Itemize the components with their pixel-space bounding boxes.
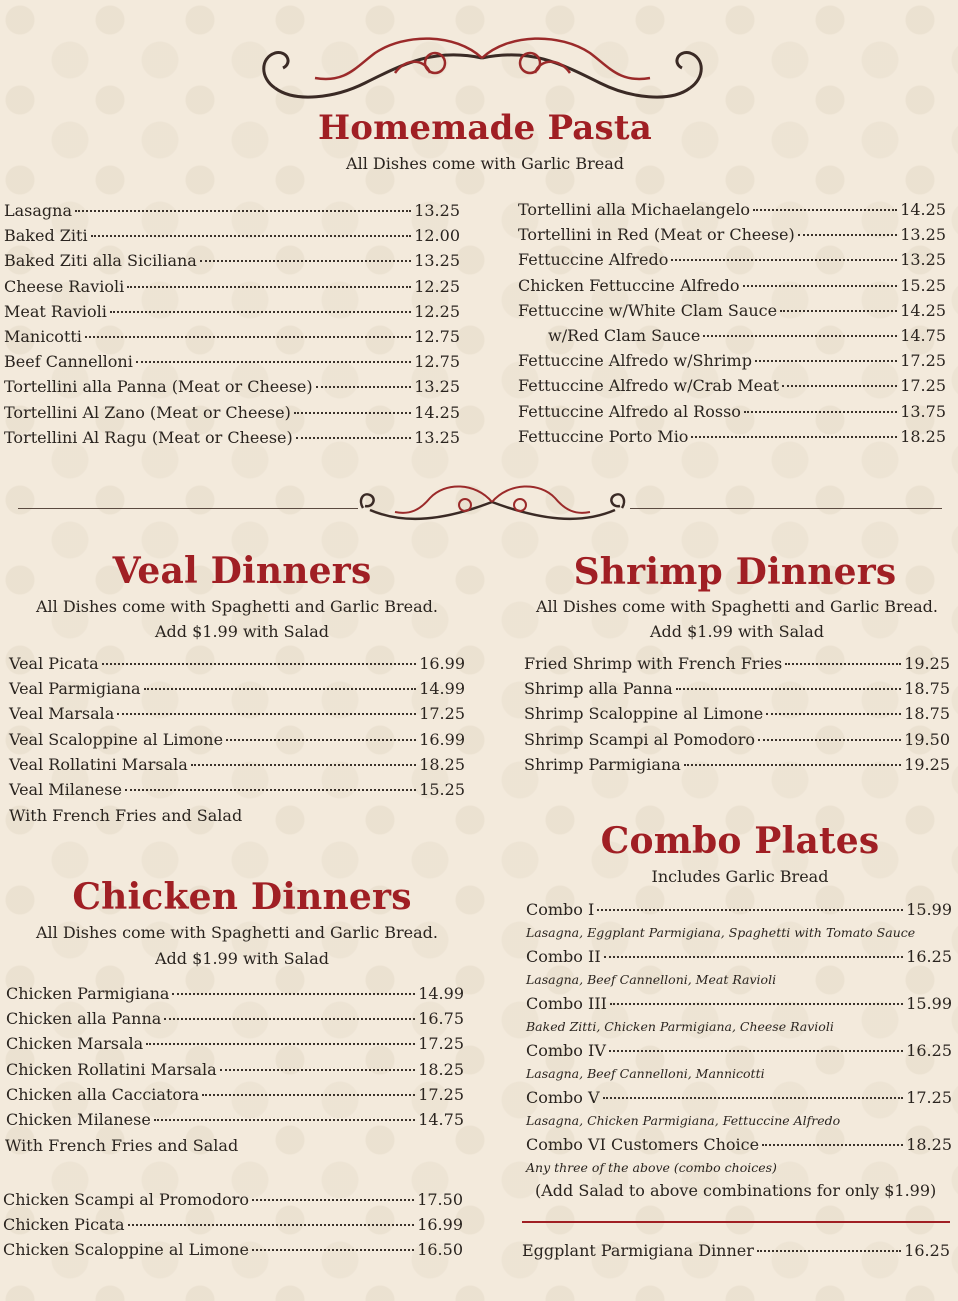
menu-item-price: 16.50 bbox=[417, 1240, 463, 1260]
menu-item-name: Veal Scaloppine al Limone bbox=[9, 729, 224, 749]
menu-item bbox=[6, 1057, 464, 1082]
leader-dots bbox=[117, 713, 416, 715]
menu-item-name: Fettuccine Alfredo w/Crab Meat bbox=[518, 376, 780, 396]
menu-item-name: Meat Ravioli bbox=[4, 301, 107, 321]
leader-dots bbox=[294, 412, 411, 414]
combo-salad-note: (Add Salad to above combinations for only $1.99) bbox=[535, 1181, 937, 1200]
veal-salad-note: Add $1.99 with Salad bbox=[154, 622, 330, 641]
menu-item bbox=[3, 1187, 463, 1212]
menu-item-name: Chicken Scampi al Promodoro bbox=[3, 1190, 250, 1209]
menu-item bbox=[6, 1031, 464, 1056]
chicken-title: Chicken Dinners bbox=[72, 876, 412, 918]
menu-item-name: Fettuccine Alfredo bbox=[518, 250, 669, 270]
leader-dots bbox=[785, 663, 901, 665]
combo-item-name: Combo VI Customers Choice bbox=[526, 1135, 760, 1154]
leader-dots bbox=[691, 436, 897, 438]
combo-item-price: 16.25 bbox=[906, 1041, 952, 1060]
leader-dots bbox=[110, 311, 411, 313]
menu-item bbox=[6, 1082, 464, 1107]
combo-title: Combo Plates bbox=[600, 820, 880, 862]
leader-dots bbox=[191, 764, 416, 766]
menu-item-name: Shrimp alla Panna bbox=[524, 679, 673, 699]
menu-item-price: 12.25 bbox=[414, 276, 460, 296]
leader-dots bbox=[798, 234, 897, 236]
combo-list bbox=[526, 897, 952, 1179]
menu-item-price: 19.25 bbox=[904, 754, 950, 774]
menu-item-name: Tortellini Al Zano (Meat or Cheese) bbox=[4, 402, 291, 422]
menu-item-price: 14.25 bbox=[414, 402, 460, 422]
menu-item bbox=[4, 248, 460, 273]
leader-dots bbox=[316, 386, 412, 388]
chicken-list-extra bbox=[3, 1187, 463, 1263]
menu-item-price: 17.25 bbox=[900, 376, 946, 396]
leader-dots bbox=[128, 1224, 415, 1226]
combo-item bbox=[526, 944, 952, 969]
eggplant-list bbox=[522, 1238, 950, 1263]
leader-dots bbox=[703, 335, 897, 337]
combo-item bbox=[526, 1085, 952, 1110]
menu-item-price: 15.25 bbox=[419, 779, 465, 799]
menu-item bbox=[518, 373, 946, 398]
menu-item-price: 18.25 bbox=[900, 426, 946, 446]
menu-item-name: Chicken Parmigiana bbox=[6, 984, 170, 1003]
menu-item bbox=[9, 701, 465, 726]
leader-dots bbox=[91, 235, 412, 237]
leader-dots bbox=[743, 285, 898, 287]
menu-item-name: Shrimp Scampi al Pomodoro bbox=[524, 729, 756, 749]
menu-item bbox=[518, 273, 946, 298]
combo-item bbox=[526, 1038, 952, 1063]
veal-fries-note: With French Fries and Salad bbox=[9, 806, 243, 825]
shrimp-title: Shrimp Dinners bbox=[573, 551, 897, 593]
menu-item-name: Tortellini alla Panna (Meat or Cheese) bbox=[4, 377, 313, 397]
menu-item-price: 13.25 bbox=[900, 250, 946, 270]
menu-item-name: Veal Picata bbox=[9, 654, 99, 673]
menu-item bbox=[518, 399, 946, 424]
menu-item-name: Shrimp Parmigiana bbox=[524, 754, 681, 774]
chicken-list bbox=[6, 981, 464, 1132]
combo-item bbox=[526, 897, 952, 922]
menu-item-name: Chicken alla Cacciatora bbox=[6, 1084, 200, 1104]
combo-item-name: Combo IV bbox=[526, 1041, 606, 1060]
menu-item bbox=[9, 651, 465, 676]
combo-item-name: Combo I bbox=[526, 900, 595, 919]
combo-item-description: Lasagna, Chicken Parmigiana, Fettuccine Alfredo bbox=[526, 1113, 841, 1128]
leader-dots bbox=[85, 336, 411, 338]
menu-item-price: 19.50 bbox=[904, 729, 950, 749]
menu-item bbox=[3, 1212, 463, 1237]
menu-item bbox=[9, 676, 465, 701]
menu-item bbox=[4, 374, 460, 399]
menu-item bbox=[518, 424, 946, 449]
combo-item bbox=[526, 1132, 952, 1157]
menu-item-price: 14.99 bbox=[418, 984, 464, 1003]
menu-item-price: 13.25 bbox=[414, 201, 460, 220]
combo-item-price: 18.25 bbox=[906, 1135, 952, 1154]
section-divider-left bbox=[18, 508, 358, 509]
menu-item-price: 13.25 bbox=[414, 251, 460, 271]
leader-dots bbox=[609, 1050, 903, 1052]
leader-dots bbox=[164, 1018, 415, 1020]
menu-item-name: Chicken Scaloppine al Limone bbox=[3, 1240, 249, 1260]
leader-dots bbox=[684, 764, 901, 766]
leader-dots bbox=[676, 688, 902, 690]
mid-scroll-ornament-icon bbox=[355, 480, 630, 528]
menu-item bbox=[518, 197, 946, 222]
chicken-salad-note: Add $1.99 with Salad bbox=[154, 949, 330, 968]
leader-dots bbox=[597, 909, 903, 911]
menu-item bbox=[4, 324, 460, 349]
menu-item-price: 19.25 bbox=[904, 654, 950, 673]
menu-item-name: Tortellini in Red (Meat or Cheese) bbox=[518, 225, 795, 245]
menu-item bbox=[524, 676, 950, 701]
pasta-subtitle: All Dishes come with Garlic Bread bbox=[346, 154, 624, 173]
menu-item-name: Veal Milanese bbox=[9, 779, 122, 799]
menu-item-price: 14.25 bbox=[900, 300, 946, 320]
leader-dots bbox=[125, 789, 416, 791]
menu-item bbox=[522, 1238, 950, 1263]
leader-dots bbox=[127, 286, 411, 288]
menu-item-price: 16.75 bbox=[418, 1009, 464, 1029]
menu-item bbox=[4, 198, 460, 223]
menu-item-name: Baked Ziti alla Siciliana bbox=[4, 251, 197, 271]
combo-item-price: 15.99 bbox=[906, 900, 952, 919]
menu-item bbox=[6, 1006, 464, 1031]
menu-item bbox=[4, 274, 460, 299]
menu-item-name: Tortellini Al Ragu (Meat or Cheese) bbox=[4, 427, 293, 447]
section-divider-right bbox=[630, 508, 942, 509]
menu-item bbox=[9, 777, 465, 802]
menu-item-name: Beef Cannelloni bbox=[4, 352, 133, 372]
leader-dots bbox=[757, 1250, 901, 1252]
menu-item bbox=[9, 727, 465, 752]
leader-dots bbox=[226, 739, 416, 741]
menu-item-price: 16.99 bbox=[417, 1215, 463, 1235]
leader-dots bbox=[780, 310, 897, 312]
menu-item-price: 17.25 bbox=[418, 1034, 464, 1054]
leader-dots bbox=[200, 260, 411, 262]
chicken-subtitle: All Dishes come with Spaghetti and Garlic Bread. bbox=[35, 923, 439, 942]
leader-dots bbox=[252, 1199, 414, 1201]
menu-item-price: 17.25 bbox=[418, 1084, 464, 1104]
menu-item bbox=[518, 247, 946, 272]
menu-item-price: 13.25 bbox=[900, 225, 946, 245]
shrimp-subtitle: All Dishes come with Spaghetti and Garlic Bread. bbox=[535, 597, 939, 616]
menu-item-name: Shrimp Scaloppine al Limone bbox=[524, 704, 764, 724]
combo-item-description: Any three of the above (combo choices) bbox=[526, 1160, 777, 1175]
combo-item-description: Lasagna, Eggplant Parmigiana, Spaghetti with Tomato Sauce bbox=[526, 925, 916, 940]
menu-item-name: Chicken Marsala bbox=[6, 1034, 144, 1054]
menu-item-name: Tortellini alla Michaelangelo bbox=[518, 200, 751, 219]
menu-item bbox=[4, 223, 460, 248]
leader-dots bbox=[172, 993, 415, 995]
menu-item bbox=[3, 1237, 463, 1262]
chicken-fries-note: With French Fries and Salad bbox=[5, 1136, 239, 1155]
combo-item-price: 17.25 bbox=[906, 1088, 952, 1107]
pasta-title: Homemade Pasta bbox=[317, 108, 653, 148]
menu-item-price: 18.25 bbox=[418, 1059, 464, 1079]
leader-dots bbox=[220, 1069, 416, 1071]
combo-item-description: Lasagna, Beef Cannelloni, Meat Ravioli bbox=[526, 972, 777, 987]
menu-item-price: 16.25 bbox=[904, 1241, 950, 1260]
menu-item bbox=[518, 348, 946, 373]
menu-item-price: 18.75 bbox=[904, 704, 950, 724]
menu-item-price: 14.75 bbox=[900, 325, 946, 345]
leader-dots bbox=[144, 688, 417, 690]
leader-dots bbox=[610, 1003, 903, 1005]
menu-item bbox=[518, 323, 946, 348]
pasta-list-right bbox=[518, 197, 946, 449]
menu-item-name: Veal Parmigiana bbox=[9, 679, 141, 699]
menu-item bbox=[524, 727, 950, 752]
menu-item bbox=[9, 752, 465, 777]
menu-item-name: Veal Rollatini Marsala bbox=[9, 754, 188, 774]
leader-dots bbox=[755, 360, 897, 362]
leader-dots bbox=[136, 361, 411, 363]
combo-item-price: 15.99 bbox=[906, 994, 952, 1013]
leader-dots bbox=[782, 385, 897, 387]
menu-item bbox=[524, 752, 950, 777]
combo-item-price: 16.25 bbox=[906, 947, 952, 966]
menu-item-name: Chicken Rollatini Marsala bbox=[6, 1059, 217, 1079]
menu-item bbox=[6, 981, 464, 1006]
menu-item-price: 12.00 bbox=[414, 226, 460, 246]
menu-item-price: 14.75 bbox=[418, 1109, 464, 1129]
combo-item-name: Combo III bbox=[526, 994, 607, 1013]
menu-item bbox=[524, 701, 950, 726]
combo-item-name: Combo V bbox=[526, 1088, 600, 1107]
menu-item-price: 13.25 bbox=[414, 427, 460, 447]
combo-item-name: Combo II bbox=[526, 947, 601, 966]
leader-dots bbox=[758, 739, 901, 741]
top-scroll-ornament-icon bbox=[255, 28, 710, 103]
menu-item bbox=[518, 222, 946, 247]
menu-item-price: 12.75 bbox=[414, 352, 460, 372]
menu-item-price: 17.25 bbox=[900, 351, 946, 371]
pasta-list-left bbox=[4, 198, 460, 450]
menu-item-price: 14.99 bbox=[419, 679, 465, 699]
menu-item-name: Fettuccine Porto Mio bbox=[518, 426, 689, 446]
menu-item bbox=[4, 299, 460, 324]
menu-item-name: Chicken Picata bbox=[3, 1215, 125, 1235]
veal-title: Veal Dinners bbox=[112, 550, 372, 592]
menu-item bbox=[4, 425, 460, 450]
menu-item-name: w/Red Clam Sauce bbox=[548, 325, 701, 345]
combo-bottom-rule bbox=[522, 1221, 950, 1223]
leader-dots bbox=[762, 1144, 903, 1146]
leader-dots bbox=[102, 663, 417, 665]
menu-item-name: Chicken alla Panna bbox=[6, 1009, 162, 1029]
leader-dots bbox=[744, 411, 897, 413]
leader-dots bbox=[603, 1097, 904, 1099]
menu-item-price: 13.25 bbox=[414, 377, 460, 397]
leader-dots bbox=[753, 209, 897, 211]
leader-dots bbox=[296, 437, 411, 439]
menu-item bbox=[518, 298, 946, 323]
combo-item-description: Lasagna, Beef Cannelloni, Mannicotti bbox=[526, 1066, 765, 1081]
menu-item-name: Eggplant Parmigiana Dinner bbox=[522, 1241, 754, 1260]
leader-dots bbox=[766, 713, 901, 715]
leader-dots bbox=[146, 1043, 415, 1045]
leader-dots bbox=[202, 1094, 415, 1096]
menu-item-name: Cheese Ravioli bbox=[4, 276, 125, 296]
leader-dots bbox=[671, 259, 897, 261]
menu-item-name: Fettuccine Alfredo al Rosso bbox=[518, 401, 741, 421]
menu-item-name: Fettuccine w/White Clam Sauce bbox=[518, 300, 778, 320]
leader-dots bbox=[604, 956, 904, 958]
menu-item-price: 18.25 bbox=[419, 754, 465, 774]
leader-dots bbox=[252, 1249, 414, 1251]
menu-item-name: Lasagna bbox=[4, 201, 72, 220]
menu-item-name: Fettuccine Alfredo w/Shrimp bbox=[518, 351, 752, 371]
menu-item-price: 18.75 bbox=[904, 679, 950, 699]
menu-item bbox=[524, 651, 950, 676]
leader-dots bbox=[75, 210, 411, 212]
menu-item-name: Chicken Fettuccine Alfredo bbox=[518, 275, 740, 295]
menu-item bbox=[6, 1107, 464, 1132]
menu-item-name: Veal Marsala bbox=[9, 704, 115, 724]
shrimp-list bbox=[524, 651, 950, 777]
menu-item-price: 14.25 bbox=[900, 200, 946, 219]
menu-item-price: 12.25 bbox=[414, 301, 460, 321]
menu-item-name: Fried Shrimp with French Fries bbox=[524, 654, 783, 673]
menu-item-price: 12.75 bbox=[414, 326, 460, 346]
menu-item bbox=[4, 400, 460, 425]
menu-item-price: 16.99 bbox=[419, 729, 465, 749]
menu-item-price: 17.25 bbox=[419, 704, 465, 724]
menu-item-price: 13.75 bbox=[900, 401, 946, 421]
menu-item-name: Chicken Milanese bbox=[6, 1109, 151, 1129]
veal-list bbox=[9, 651, 465, 802]
menu-item bbox=[4, 349, 460, 374]
combo-item bbox=[526, 991, 952, 1016]
menu-item-price: 15.25 bbox=[900, 275, 946, 295]
menu-item-name: Manicotti bbox=[4, 326, 82, 346]
menu-item-price: 17.50 bbox=[417, 1190, 463, 1209]
combo-subtitle: Includes Garlic Bread bbox=[651, 867, 829, 886]
menu-item-name: Baked Ziti bbox=[4, 226, 88, 246]
combo-item-description: Baked Zitti, Chicken Parmigiana, Cheese Ravioli bbox=[526, 1019, 834, 1034]
leader-dots bbox=[154, 1119, 415, 1121]
shrimp-salad-note: Add $1.99 with Salad bbox=[649, 622, 825, 641]
menu-item-price: 16.99 bbox=[419, 654, 465, 673]
veal-subtitle: All Dishes come with Spaghetti and Garlic Bread. bbox=[35, 597, 439, 616]
